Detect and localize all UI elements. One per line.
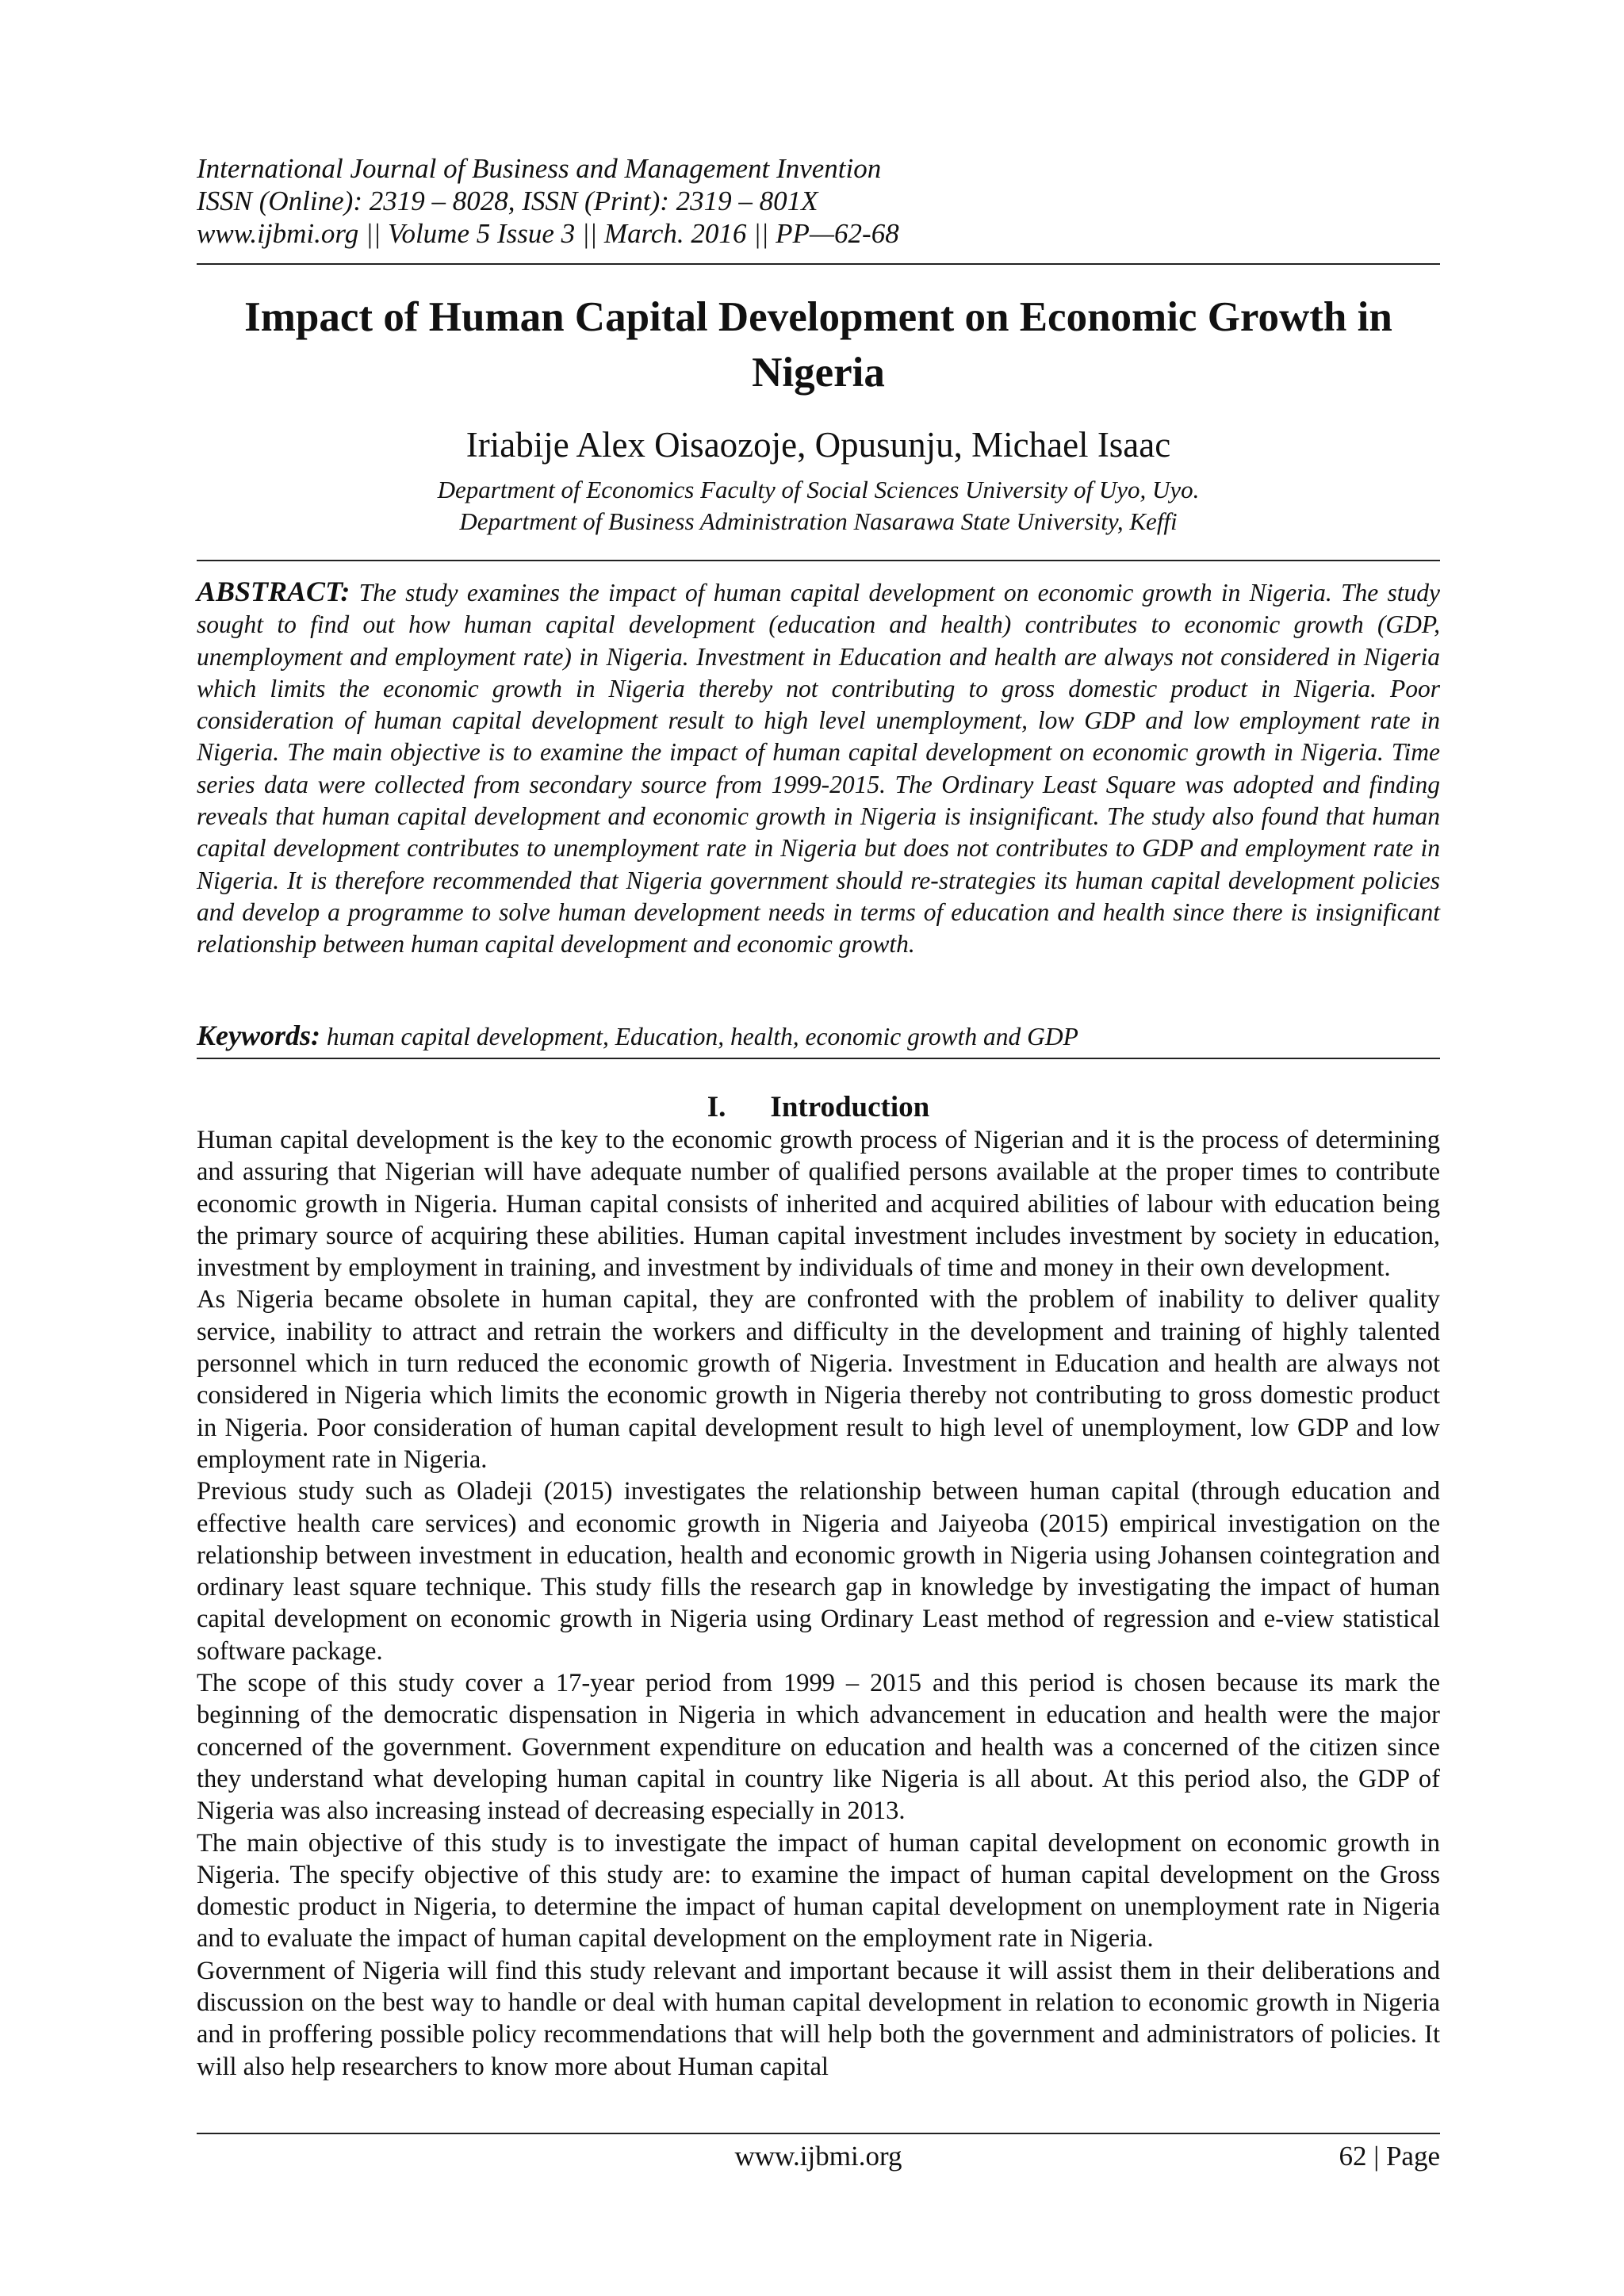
journal-issn: ISSN (Online): 2319 – 8028, ISSN (Print): 2319 – 801X xyxy=(197,186,818,216)
paragraph: Previous study such as Oladeji (2015) investigates the relationship between human capital (through education and effective health care services) and economic growth in Nigeria and Jaiyeoba (2015) empirical investigation on the relationship between investment in education, health and economic growth in Nigeria using Johansen cointegration and ordinary least square technique. This study fills the research gap in knowledge by investigating the impact of human capital development on economic growth in Nigeria using Ordinary Least method of regression and e-view statistical software package. xyxy=(197,1477,1440,1666)
paragraph: The scope of this study cover a 17-year period from 1999 – 2015 and this period is chosen because its mark the beginning of the democratic dispensation in Nigeria in which advancement in education and health were the major concerned of the government. Government expenditure on education and health was a concerned of the citizen since they understand what developing human capital in country like Nigeria is all about. At this period also, the GDP of Nigeria was also increasing instead of decreasing especially in 2013. xyxy=(197,1669,1440,1826)
paper-authors: Iriabije Alex Oisaozoje, Opusunju, Michael Isaac xyxy=(465,425,1171,465)
journal-name: International Journal of Business and Management Invention xyxy=(197,153,882,184)
author-affiliation-2: Department of Business Administration Nasarawa State University, Keffi xyxy=(459,507,1178,535)
keywords xyxy=(197,1020,1440,1053)
abstract-label: ABSTRACT: xyxy=(197,576,350,607)
paper-title: Impact of Human Capital Development on Economic Growth in Nigeria xyxy=(244,294,1392,396)
keywords-label: Keywords: xyxy=(197,1020,320,1051)
section-heading xyxy=(197,1091,1440,1124)
journal-header xyxy=(197,152,1440,250)
page-number: 62 | Page xyxy=(1339,2141,1440,2172)
section-number: I. xyxy=(707,1091,726,1123)
footer-rule xyxy=(197,2133,1440,2134)
header-rule xyxy=(197,263,1440,265)
keywords-text: human capital development, Education, health, economic growth and GDP xyxy=(326,1023,1078,1050)
paragraph: The main objective of this study is to investigate the impact of human capital development on economic growth in Nigeria. The specify objective of this study are: to examine the impact of human capital development on the Gross domestic product in Nigeria, to determine the impact of human capital development on unemployment rate in Nigeria and to evaluate the impact of human capital development on the employment rate in Nigeria. xyxy=(197,1828,1440,1954)
section-title: Introduction xyxy=(770,1091,930,1123)
abstract xyxy=(197,576,1440,961)
footer-website: www.ijbmi.org xyxy=(734,2141,902,2172)
author-affiliation-1: Department of Economics Faculty of Social Sciences University of Uyo, Uyo. xyxy=(437,476,1200,503)
page-footer xyxy=(197,2141,1440,2172)
keywords-bottom-rule xyxy=(197,1058,1440,1059)
journal-issue-info: www.ijbmi.org || Volume 5 Issue 3 || March. 2016 || PP—62-68 xyxy=(197,218,899,249)
abstract-text: The study examines the impact of human capital development on economic growth in Nigeria. The study sought to find out how human capital development (education and health) contributes to economic growth (GDP, unemployment and employment rate) in Nigeria. Investment in Education and health are always not considered in Nigeria which limits the economic growth in Nigeria thereby not contributing to gross domestic product in Nigeria. Poor consideration of human capital development result to high level unemployment, low GDP and low employment rate in Nigeria. The main objective is to examine the impact of human capital development on economic growth in Nigeria. Time series data were collected from secondary source from 1999-2015. The Ordinary Least Square was adopted and finding reveals that human capital development and economic growth in Nigeria is insignificant. The study also found that human capital development contributes to unemployment rate in Nigeria but does not contributes to GDP and employment rate in Nigeria. It is therefore recommended that Nigeria government should re-strategies its human capital development policies and develop a programme to solve human development needs in terms of education and health since there is insignificant relationship between human capital development and economic growth. xyxy=(197,579,1440,959)
body-text xyxy=(197,1124,1440,2083)
abstract-top-rule xyxy=(197,560,1440,561)
paragraph: Government of Nigeria will find this study relevant and important because it will assist them in their deliberations and discussion on the best way to handle or deal with human capital development in relation to economic growth in Nigeria and in proffering possible policy recommendations that will help both the government and administrators of policies. It will also help researchers to know more about Human capital xyxy=(197,1956,1440,2081)
paragraph: Human capital development is the key to the economic growth process of Nigerian and it is the process of determining and assuring that Nigerian will have adequate number of qualified persons available at the proper times to contribute economic growth in Nigeria. Human capital consists of inherited and acquired abilities of labour with education being the primary source of acquiring these abilities. Human capital investment includes investment by society in education, investment by employment in training, and investment by individuals of time and money in their own development. xyxy=(197,1126,1440,1283)
paragraph: As Nigeria became obsolete in human capital, they are confronted with the problem of inability to deliver quality service, inability to attract and retrain the workers and difficulty in the development and training of highly talented personnel which in turn reduced the economic growth of Nigeria. Investment in Education and health are always not considered in Nigeria which limits the economic growth in Nigeria thereby not contributing to gross domestic product in Nigeria. Poor consideration of human capital development result to high level of unemployment, low GDP and low employment rate in Nigeria. xyxy=(197,1285,1440,1474)
